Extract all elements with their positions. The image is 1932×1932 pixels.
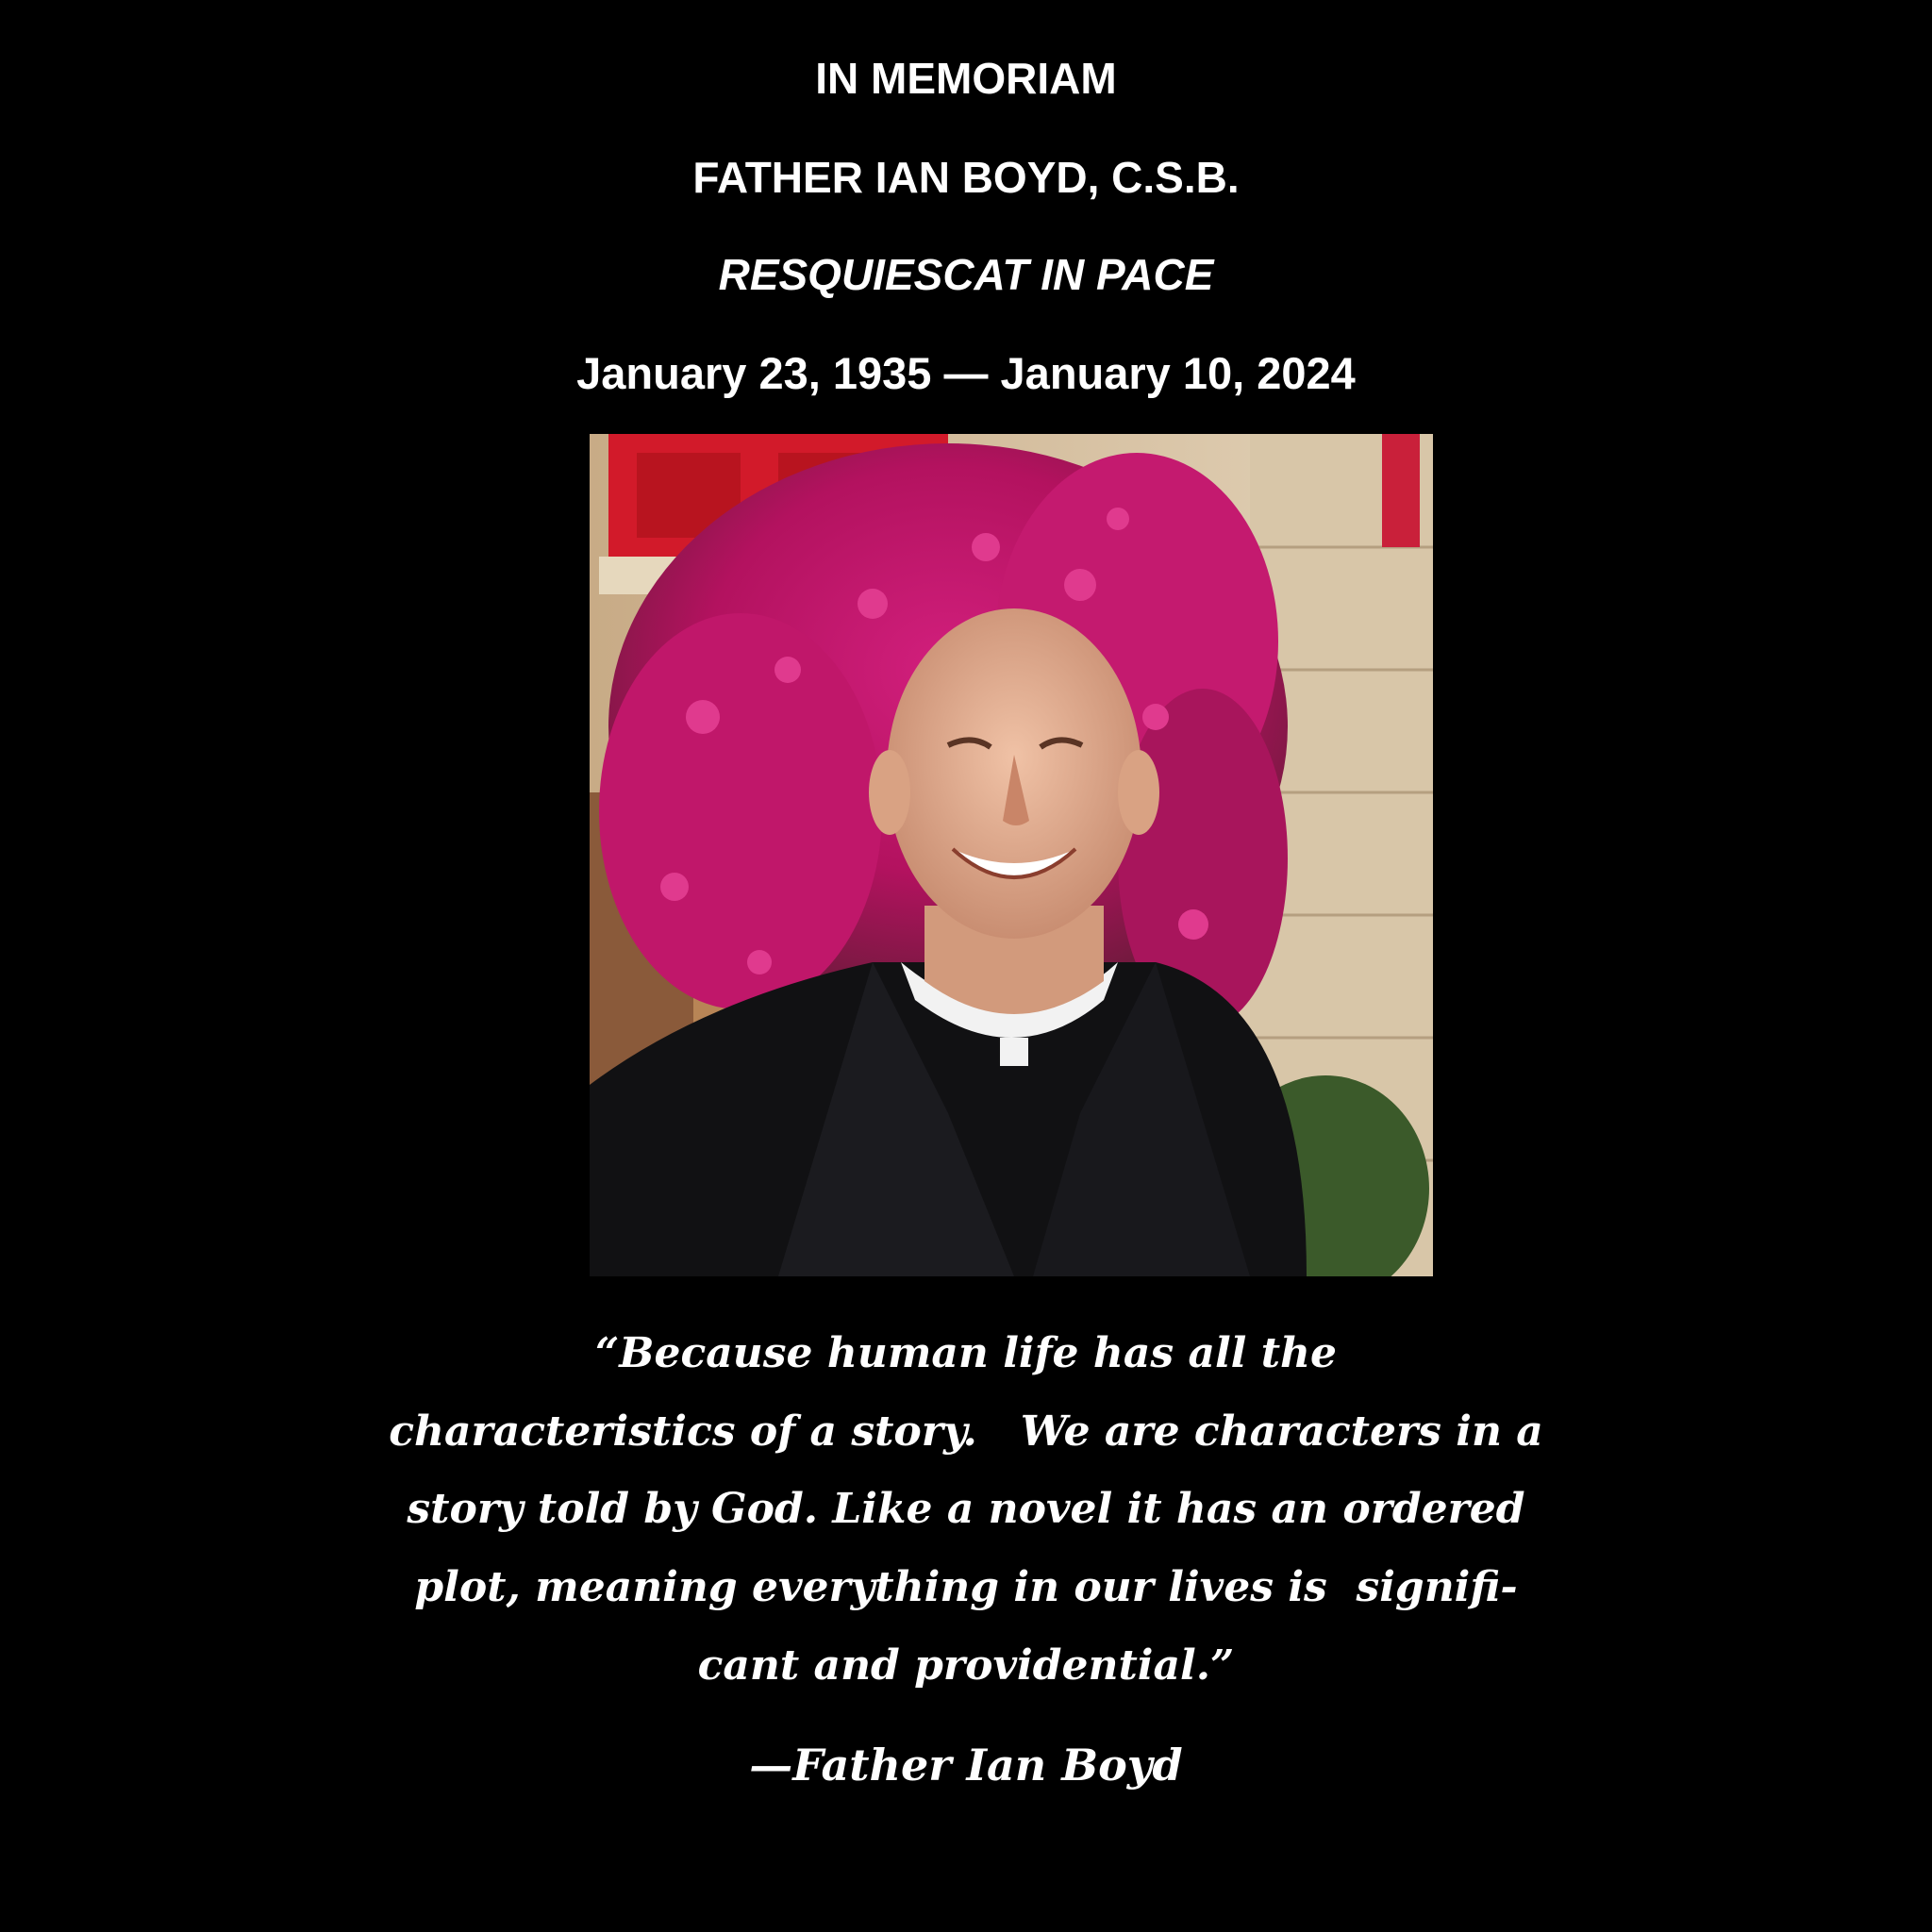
quote-line-3: story told by God. Like a novel it has an ordered (407, 1485, 1525, 1533)
quote-line-5: cant and providential.” (697, 1641, 1235, 1690)
name-title: FATHER IAN BOYD, C.S.B. (692, 153, 1240, 202)
rip-line: RESQUIESCAT IN PACE (718, 250, 1214, 299)
memoriam-heading: IN MEMORIAM (815, 54, 1117, 103)
quote-line-1: “Because human life has all the (594, 1329, 1338, 1377)
portrait-photo (590, 434, 1433, 1276)
life-dates: January 23, 1935 — January 10, 2024 (576, 348, 1356, 398)
quote-attribution: —Father Ian Boyd (749, 1740, 1183, 1790)
quote-line-2: characteristics of a story. We are characters in a (389, 1407, 1543, 1456)
quote-line-4: plot, meaning everything in our lives is signifi- (414, 1563, 1518, 1611)
